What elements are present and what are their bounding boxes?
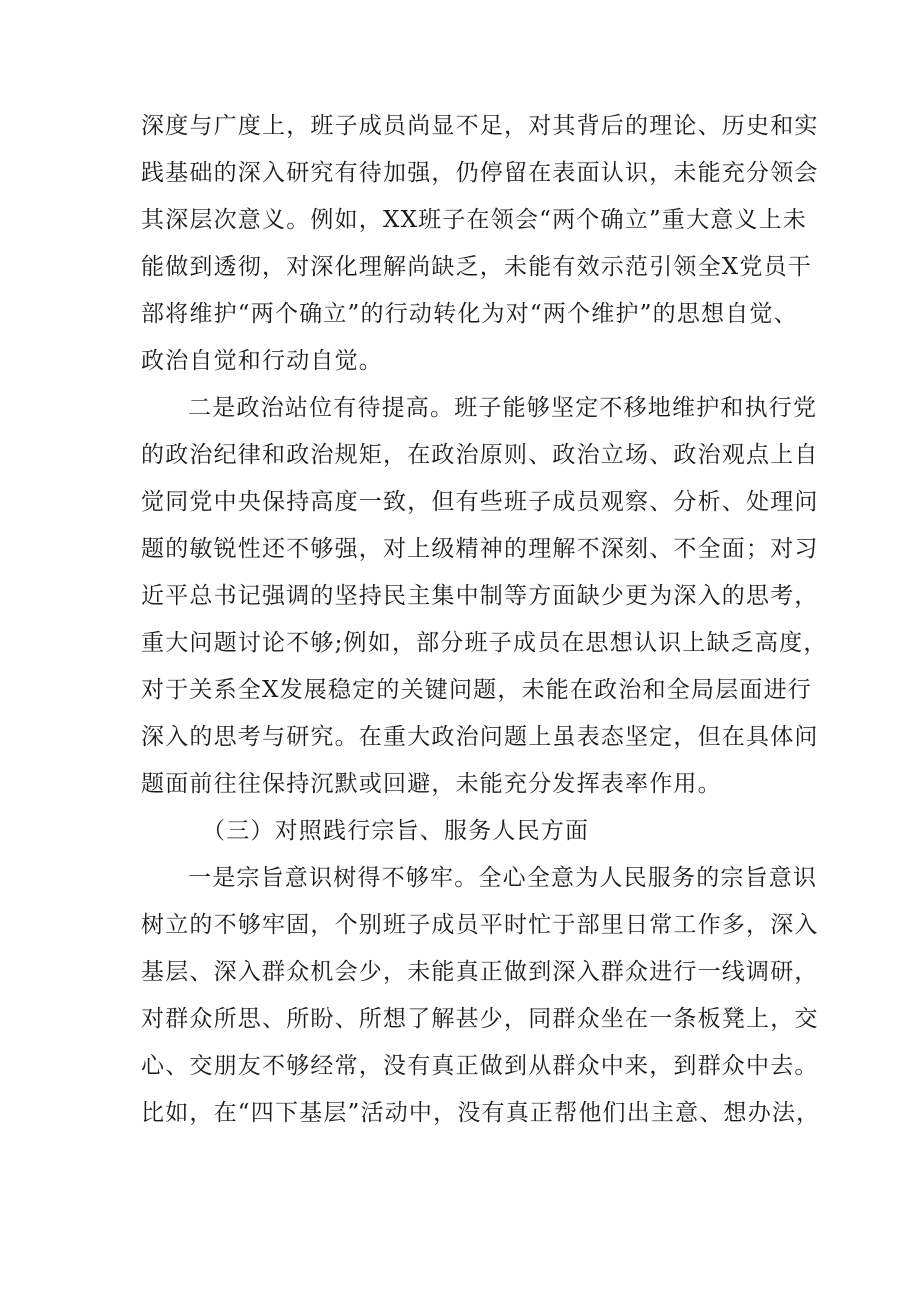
paragraph-line: 树立的不够牢固，个别班子成员平时忙于部里日常工作多，深入 xyxy=(141,912,819,938)
paragraph-line: 近平总书记强调的坚持民主集中制等方面缺少更为深入的思考， xyxy=(141,583,819,609)
paragraph-line: 深入的思考与研究。在重大政治问题上虽表态坚定，但在具体问 xyxy=(141,724,819,750)
paragraph-line: 部将维护“两个确立”的行动转化为对“两个维护”的思想自觉、 xyxy=(141,301,798,327)
paragraph-line: 题的敏锐性还不够强，对上级精神的理解不深刻、不全面；对习 xyxy=(141,536,819,562)
paragraph-line: 比如，在“四下基层”活动中，没有真正帮他们出主意、想办法， xyxy=(141,1100,821,1126)
paragraph-line: 一是宗旨意识树得不够牢。全心全意为人民服务的宗旨意识 xyxy=(188,865,818,891)
paragraph-line: 深度与广度上，班子成员尚显不足，对其背后的理论、历史和实 xyxy=(141,113,819,139)
paragraph-line: 觉同党中央保持高度一致，但有些班子成员观察、分析、处理问 xyxy=(141,489,819,515)
paragraph-line: 重大问题讨论不够;例如，部分班子成员在思想认识上缺乏高度， xyxy=(141,630,828,656)
paragraph-line: 能做到透彻，对深化理解尚缺乏，未能有效示范引领全X党员干 xyxy=(141,254,812,280)
paragraph-line: 其深层次意义。例如，XX班子在领会“两个确立”重大意义上未 xyxy=(141,207,808,233)
paragraph-line: 对群众所思、所盼、所想了解甚少，同群众坐在一条板凳上，交 xyxy=(141,1006,819,1032)
paragraph-line: 题面前往往保持沉默或回避，未能充分发挥表率作用。 xyxy=(141,771,722,797)
paragraph-line: 对于关系全X发展稳定的关键问题，未能在政治和全局层面进行 xyxy=(141,677,812,703)
paragraph-line: 政治自觉和行动自觉。 xyxy=(141,348,383,374)
paragraph-line: 的政治纪律和政治规矩，在政治原则、政治立场、政治观点上自 xyxy=(141,442,819,468)
paragraph-line: 基层、深入群众机会少，未能真正做到深入群众进行一线调研， xyxy=(141,959,819,985)
paragraph-line: 二是政治站位有待提高。班子能够坚定不移地维护和执行党 xyxy=(188,395,818,421)
paragraph-line: 心、交朋友不够经常，没有真正做到从群众中来，到群众中去。 xyxy=(141,1053,819,1079)
section-heading: （三）对照践行宗旨、服务人民方面 xyxy=(202,818,590,844)
paragraph-line: 践基础的深入研究有待加强，仍停留在表面认识，未能充分领会 xyxy=(141,160,819,186)
